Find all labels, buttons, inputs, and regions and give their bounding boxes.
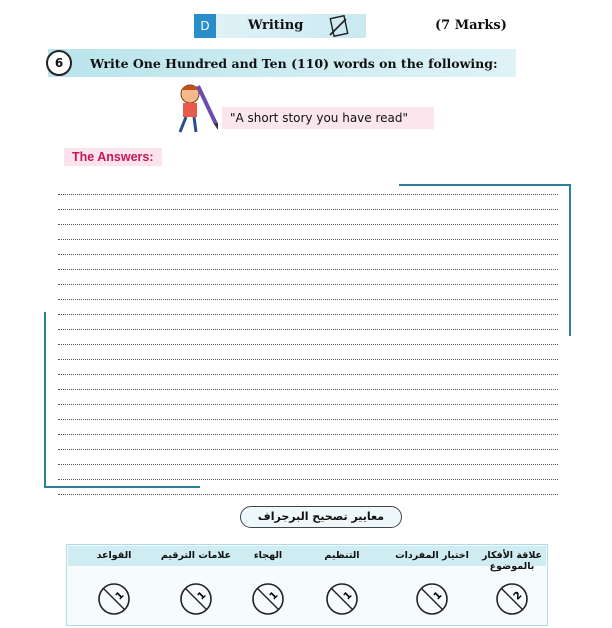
- criteria-label: علامات الترقيم: [160, 550, 232, 561]
- answer-line[interactable]: [58, 255, 558, 270]
- score-circle: [251, 582, 285, 616]
- answer-line[interactable]: [58, 375, 558, 390]
- answer-line[interactable]: [58, 180, 558, 195]
- pencil-paper-icon: [326, 13, 352, 39]
- score-value: 1: [195, 589, 209, 603]
- answer-line[interactable]: [58, 270, 558, 285]
- criteria-label: الهجاء: [253, 550, 283, 561]
- frame-bottom-left: [44, 486, 200, 488]
- score-circle: [495, 582, 529, 616]
- question-number: 6: [46, 50, 72, 76]
- criteria-label: علاقة الأفكار بالموضوع: [481, 550, 543, 572]
- score-circle: [97, 582, 131, 616]
- criteria-label: اختيار المفردات: [395, 550, 469, 561]
- criteria-label: القواعد: [96, 550, 132, 561]
- criteria-label: التنظيم: [324, 550, 360, 561]
- answer-line[interactable]: [58, 285, 558, 300]
- answer-line[interactable]: [58, 225, 558, 240]
- score-circle: [325, 582, 359, 616]
- score-circle: [179, 582, 213, 616]
- answer-lines[interactable]: [58, 180, 558, 495]
- frame-top-right: [399, 184, 571, 186]
- answer-line[interactable]: [58, 195, 558, 210]
- criteria-title: معايير تصحيح البرجراف: [240, 506, 402, 528]
- answer-line[interactable]: [58, 435, 558, 450]
- answers-label: The Answers:: [64, 148, 162, 166]
- answer-line[interactable]: [58, 465, 558, 480]
- score-value: 1: [431, 589, 445, 603]
- boy-writing-icon: [170, 80, 222, 136]
- topic-text: "A short story you have read": [230, 111, 409, 125]
- answer-line[interactable]: [58, 450, 558, 465]
- frame-right-side: [569, 184, 571, 336]
- score-value: 1: [341, 589, 355, 603]
- marks-label: (7 Marks): [435, 18, 507, 33]
- answer-line[interactable]: [58, 360, 558, 375]
- answer-line[interactable]: [58, 300, 558, 315]
- answer-line[interactable]: [58, 420, 558, 435]
- section-title: Writing: [248, 18, 304, 33]
- answer-line[interactable]: [58, 345, 558, 360]
- score-value: 1: [113, 589, 127, 603]
- answer-line[interactable]: [58, 240, 558, 255]
- section-badge: D: [194, 14, 216, 38]
- answer-line[interactable]: [58, 405, 558, 420]
- score-value: 2: [511, 589, 525, 603]
- score-circle: [415, 582, 449, 616]
- answer-line[interactable]: [58, 330, 558, 345]
- frame-left-side: [44, 312, 46, 488]
- score-value: 1: [267, 589, 281, 603]
- answer-line[interactable]: [58, 210, 558, 225]
- answer-line[interactable]: [58, 390, 558, 405]
- answer-line[interactable]: [58, 315, 558, 330]
- question-prompt: Write One Hundred and Ten (110) words on the following:: [90, 56, 498, 71]
